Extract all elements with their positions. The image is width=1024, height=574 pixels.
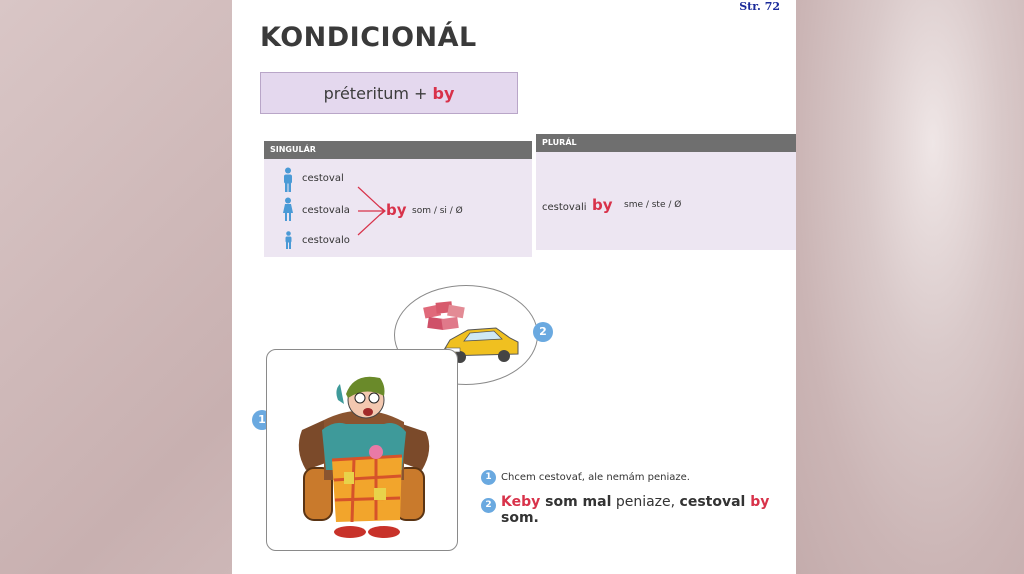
- male-figure-icon: [282, 167, 294, 193]
- textbook-page: [232, 0, 796, 574]
- sentence-2-badge: 2: [481, 498, 496, 513]
- female-figure-icon: [282, 197, 294, 221]
- form-cestovala: cestovala: [302, 205, 350, 216]
- image-label-1: 1: [252, 410, 272, 430]
- image-label-2: 2: [533, 322, 553, 342]
- sentence-2-peniaze: peniaze,: [611, 494, 680, 510]
- formula-box: [260, 72, 518, 114]
- singular-endings: som / si / Ø: [412, 206, 463, 216]
- arrow-connector-icon: [356, 185, 388, 237]
- child-figure-icon: [284, 231, 293, 249]
- sentence-2-cestoval: cestoval: [679, 494, 746, 510]
- form-cestovalo: cestovalo: [302, 235, 350, 246]
- formula-part-preteritum: préteritum +: [323, 84, 433, 103]
- sentence-2-keby: Keby: [501, 494, 541, 510]
- sentence-2-by: by: [745, 494, 770, 510]
- singular-table: [264, 141, 532, 257]
- plural-endings: sme / ste / Ø: [624, 200, 682, 210]
- sentence-2-som: som.: [501, 510, 539, 526]
- singular-header: SINGULÁR: [264, 141, 532, 159]
- lace-background-decoration: [796, 0, 1024, 574]
- plural-header: PLURÁL: [536, 134, 796, 152]
- sentence-1: Chcem cestovať, ale nemám peniaze.: [501, 472, 690, 483]
- plural-table: [536, 134, 796, 250]
- page-number: Str. 72: [739, 0, 780, 13]
- sentence-2-som-mal: som mal: [540, 494, 612, 510]
- page-title: KONDICIONÁL: [260, 22, 477, 53]
- plural-particle-by: by: [592, 196, 613, 214]
- formula-part-by: by: [432, 84, 455, 103]
- form-cestoval: cestoval: [302, 173, 344, 184]
- sentence-1-badge: 1: [481, 470, 496, 485]
- sentence-2: [501, 494, 796, 526]
- singular-particle-by: by: [386, 201, 407, 219]
- person-in-armchair-illustration: [284, 360, 444, 545]
- form-cestovali: cestovali: [542, 202, 587, 213]
